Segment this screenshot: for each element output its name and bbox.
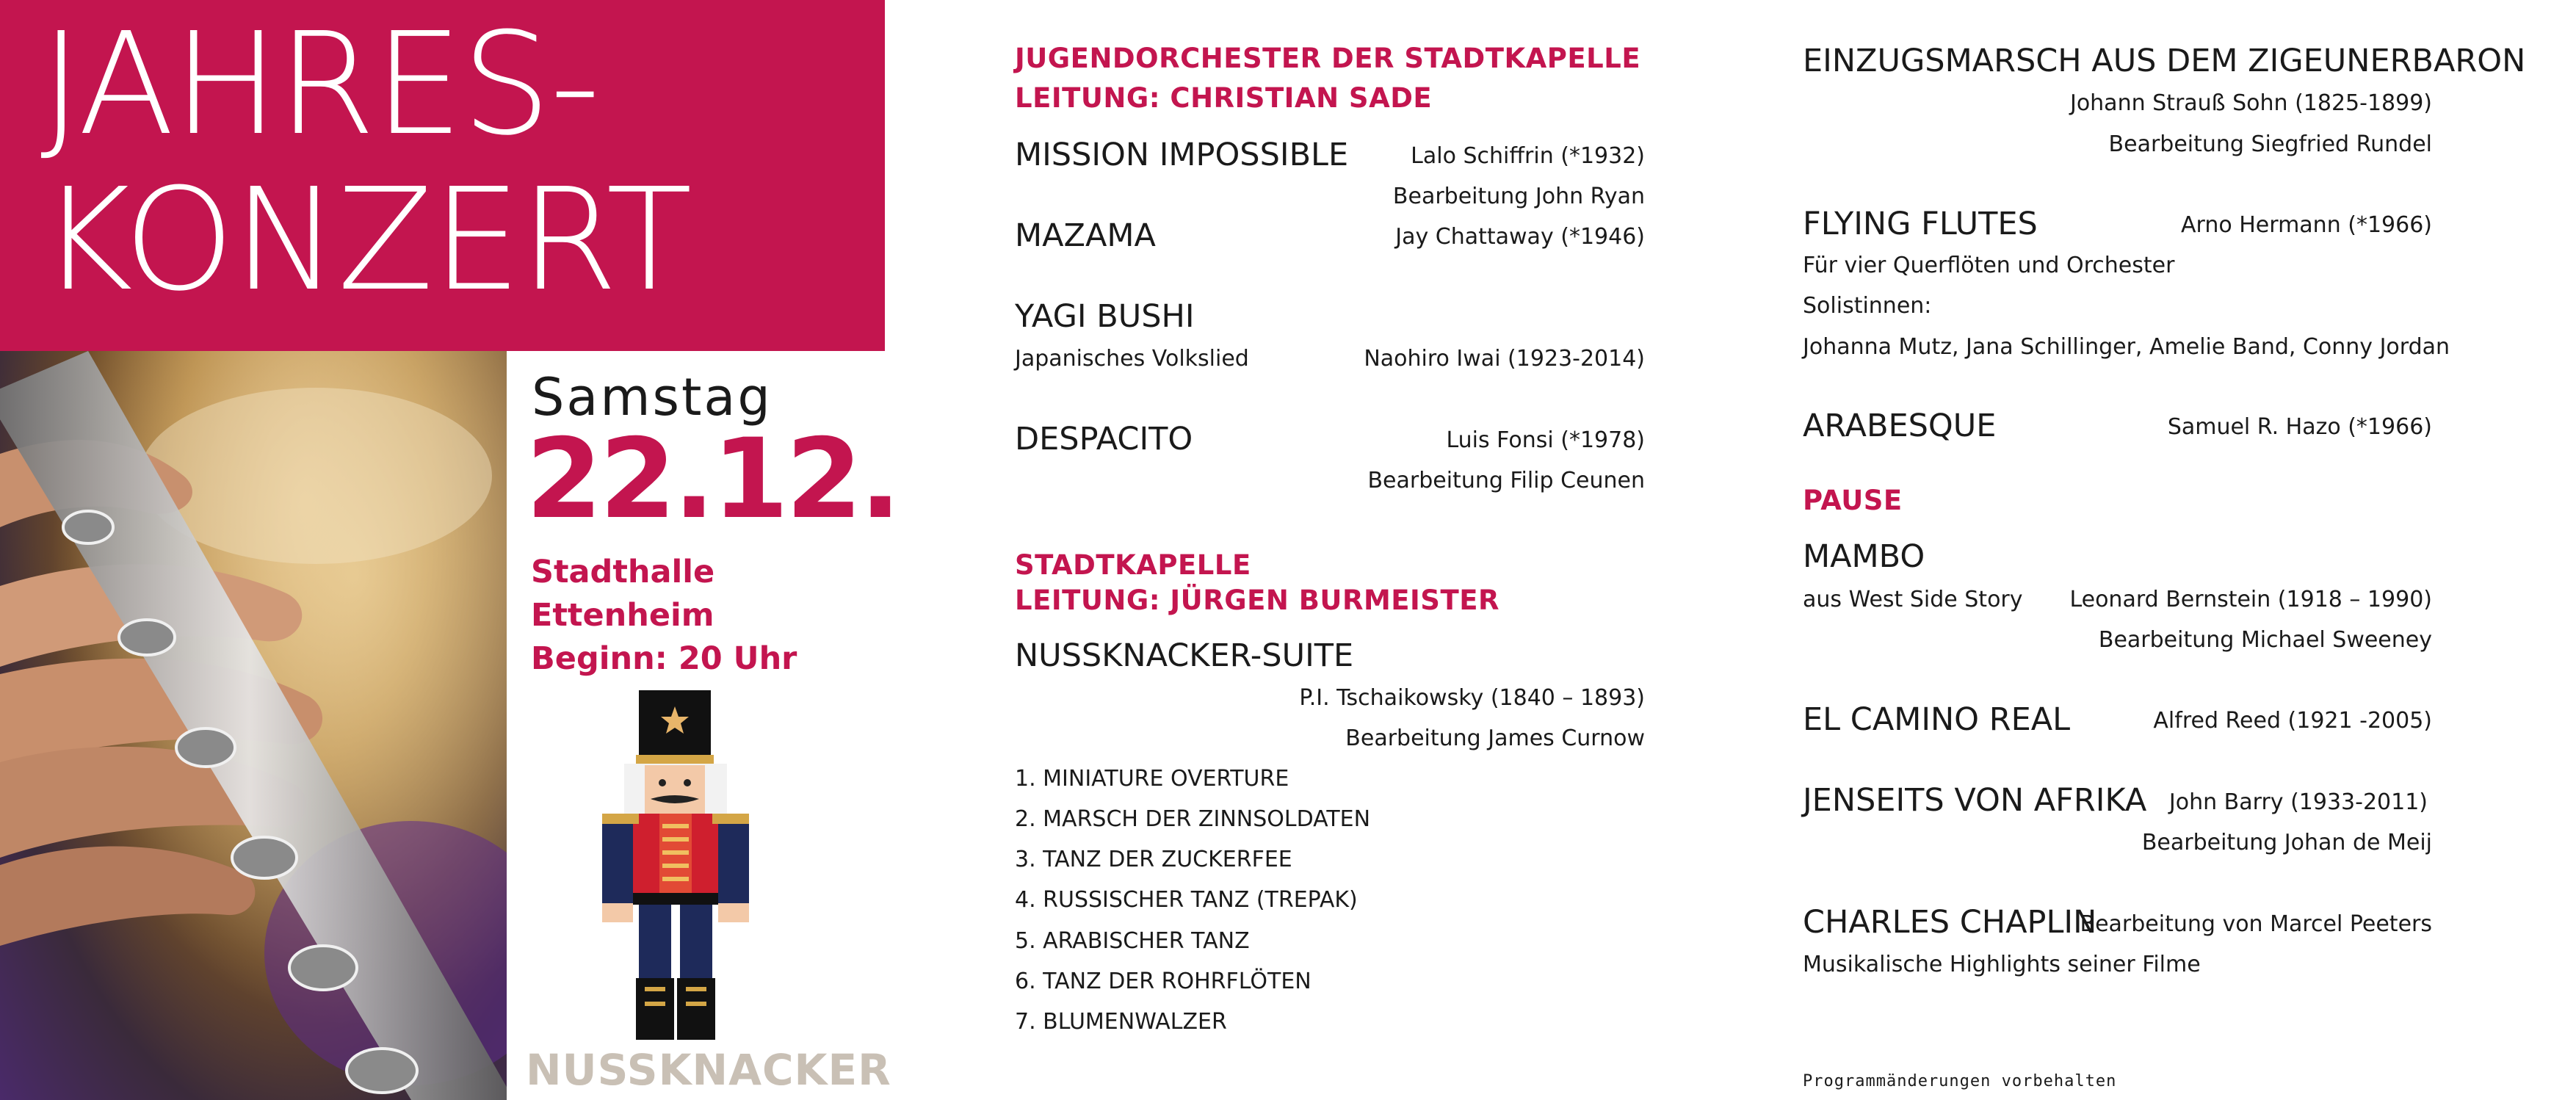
piece-composer: Leonard Bernstein (1918 – 1990): [2069, 587, 2432, 612]
piece-title: MAMBO: [1803, 538, 1925, 575]
piece-title: MISSION IMPOSSIBLE: [1015, 137, 1349, 173]
piece-composer: P.I. Tschaikowsky (1840 – 1893): [1299, 685, 1645, 711]
flute-hands-illustration: [0, 351, 507, 1100]
section-conductor-2: LEITUNG: JÜRGEN BURMEISTER: [1015, 585, 1499, 616]
piece-title: MAZAMA: [1015, 217, 1156, 254]
piece-composer: Lalo Schiffrin (*1932): [1411, 143, 1645, 169]
piece-composer: Naohiro Iwai (1923-2014): [1364, 346, 1645, 372]
piece-arranger: Bearbeitung James Curnow: [1345, 726, 1645, 751]
event-day: Samstag: [532, 367, 773, 427]
piece-arranger: Bearbeitung Johan de Meij: [2141, 830, 2432, 855]
piece-arranger: Bearbeitung John Ryan: [1392, 184, 1645, 209]
venue-line-2: Ettenheim: [531, 597, 714, 634]
piece-arranger: Bearbeitung von Marcel Peeters: [2080, 911, 2432, 937]
list-item: 2. MARSCH DER ZINNSOLDATEN: [1015, 806, 1371, 832]
piece-composer: Luis Fonsi (*1978): [1446, 427, 1645, 453]
piece-note: Für vier Querflöten und Orchester: [1803, 253, 2175, 278]
piece-composer: Johann Strauß Sohn (1825-1899): [2069, 90, 2432, 116]
piece-title: EL CAMINO REAL: [1803, 701, 2071, 738]
venue-line-1: Stadthalle: [531, 554, 715, 590]
piece-note: aus West Side Story: [1803, 587, 2023, 612]
piece-title: YAGI BUSHI: [1015, 298, 1195, 335]
list-item: 3. TANZ DER ZUCKERFEE: [1015, 847, 1292, 872]
piece-title: JENSEITS VON AFRIKA: [1803, 782, 2147, 819]
piece-composer: Samuel R. Hazo (*1966): [2167, 414, 2432, 440]
section-conductor-1: LEITUNG: CHRISTIAN SADE: [1015, 82, 1433, 114]
soloists-list: Johanna Mutz, Jana Schillinger, Amelie Band, Conny Jordan: [1803, 334, 2450, 360]
piece-title: FLYING FLUTES: [1803, 206, 2038, 242]
title-line-2: KONZERT: [40, 159, 691, 322]
start-time: Beginn: 20 Uhr: [531, 640, 797, 677]
piece-arranger: Bearbeitung Siegfried Rundel: [2108, 131, 2432, 157]
nutcracker-icon: [602, 690, 749, 1043]
piece-note: Solistinnen:: [1803, 293, 1932, 319]
list-item: 6. TANZ DER ROHRFLÖTEN: [1015, 969, 1311, 994]
list-item: 7. BLUMENWALZER: [1015, 1009, 1227, 1035]
list-item: 1. MINIATURE OVERTURE: [1015, 766, 1289, 792]
piece-composer: Alfred Reed (1921 -2005): [2153, 708, 2432, 734]
section-heading-jugendorchester: JUGENDORCHESTER DER STADTKAPELLE: [1015, 43, 1641, 74]
flute-photo: [0, 351, 507, 1100]
piece-title: CHARLES CHAPLIN: [1803, 904, 2097, 941]
piece-note: Musikalische Highlights seiner Filme: [1803, 952, 2201, 977]
section-heading-stadtkapelle: STADTKAPELLE: [1015, 549, 1251, 581]
piece-title: NUSSKNACKER-SUITE: [1015, 637, 1354, 674]
piece-composer: Jay Chattaway (*1946): [1395, 224, 1645, 250]
piece-title: ARABESQUE: [1803, 408, 1997, 444]
piece-title: DESPACITO: [1015, 421, 1193, 457]
piece-arranger: Bearbeitung Filip Ceunen: [1367, 468, 1645, 493]
piece-composer: Arno Hermann (*1966): [2181, 212, 2432, 238]
piece-composer: John Barry (1933-2011): [2168, 789, 2428, 815]
piece-arranger: Bearbeitung Michael Sweeney: [2098, 627, 2432, 653]
list-item: 5. ARABISCHER TANZ: [1015, 928, 1250, 954]
nutcracker-label: NUSSKNACKER: [526, 1045, 891, 1095]
disclaimer: Programmänderungen vorbehalten: [1803, 1072, 2117, 1090]
title-banner: [0, 0, 885, 351]
pause-label: PAUSE: [1803, 485, 1903, 516]
list-item: 4. RUSSISCHER TANZ (TREPAK): [1015, 887, 1358, 913]
event-date: 22.12.: [526, 416, 899, 543]
piece-title: EINZUGSMARSCH AUS DEM ZIGEUNERBARON: [1803, 43, 2526, 79]
title-line-1: JAHRES-: [40, 3, 599, 167]
piece-note: Japanisches Volkslied: [1015, 346, 1249, 372]
